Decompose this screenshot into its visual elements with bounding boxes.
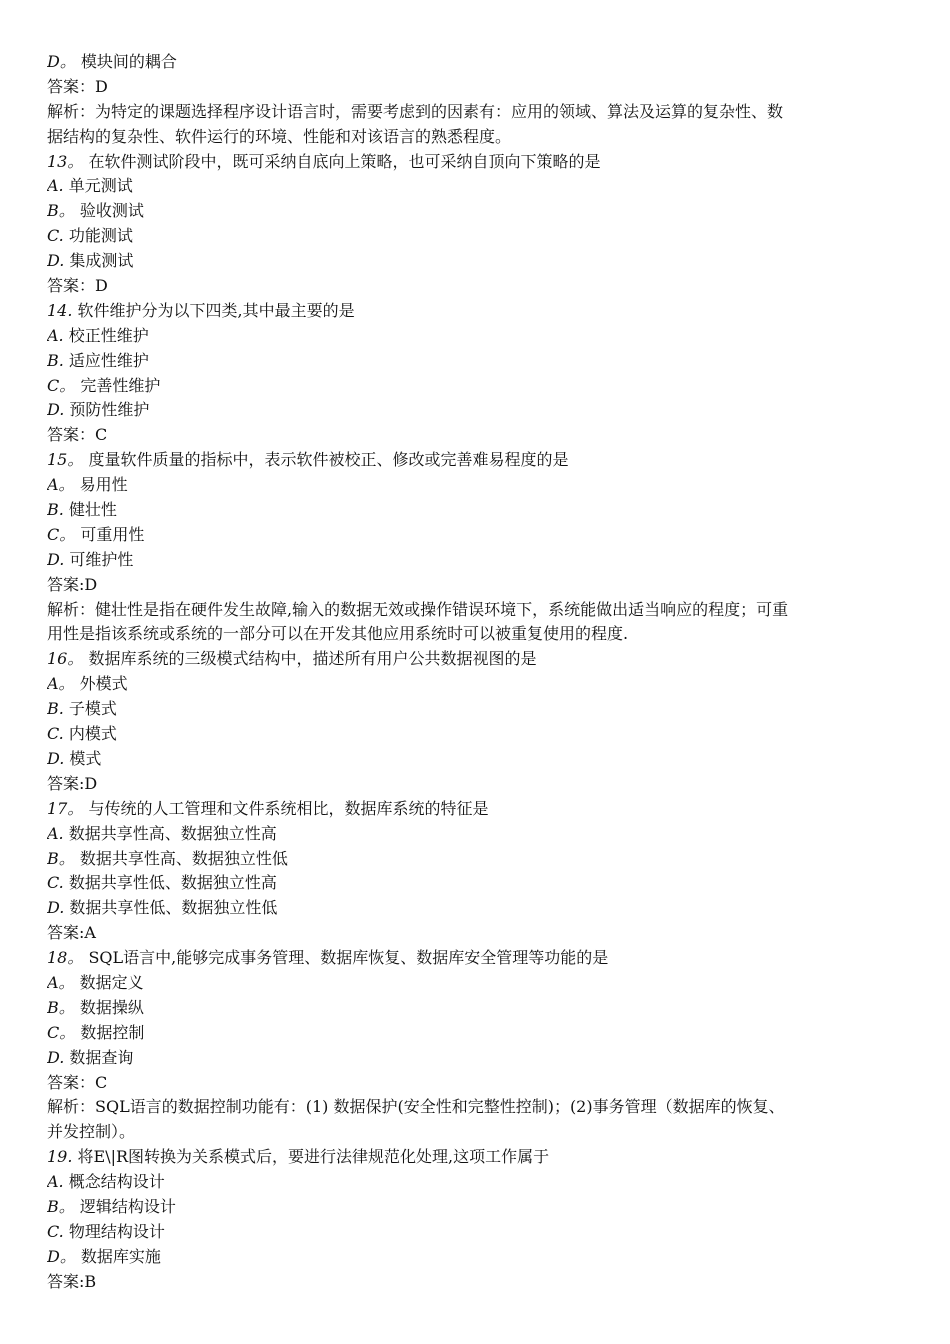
text-line xyxy=(47,847,907,872)
text-line xyxy=(47,1245,907,1270)
line-text: SQL语言中,能够完成事务管理、数据库恢复、数据库安全管理等功能的是 xyxy=(83,948,609,968)
line-text: 答案：D xyxy=(47,276,108,296)
item-label: A。 xyxy=(47,972,75,992)
text-line xyxy=(47,199,907,224)
text-line xyxy=(47,1170,907,1195)
item-label: D. xyxy=(47,748,65,768)
text-line xyxy=(47,1145,907,1170)
text-line xyxy=(47,150,907,175)
line-text: 数据库系统的三级模式结构中，描述所有用户公共数据视图的是 xyxy=(83,649,537,669)
text-line xyxy=(47,573,907,598)
text-line xyxy=(47,374,907,399)
item-label: C. xyxy=(47,873,64,893)
text-line xyxy=(47,274,907,299)
line-text: 答案:A xyxy=(47,923,96,943)
item-label: D. xyxy=(47,1047,65,1067)
text-line xyxy=(47,622,907,647)
text-line xyxy=(47,747,907,772)
text-line xyxy=(47,224,907,249)
text-line xyxy=(47,1095,907,1120)
text-line xyxy=(47,448,907,473)
item-label: C. xyxy=(47,1221,64,1241)
text-line xyxy=(47,797,907,822)
line-text: 度量软件质量的指标中，表示软件被校正、修改或完善难易程度的是 xyxy=(83,450,569,470)
text-line xyxy=(47,398,907,423)
item-label: C. xyxy=(47,226,64,246)
line-text: 可维护性 xyxy=(64,549,134,569)
text-line xyxy=(47,324,907,349)
line-text: 完善性维护 xyxy=(75,375,161,395)
text-line xyxy=(47,896,907,921)
text-line xyxy=(47,647,907,672)
text-line xyxy=(47,921,907,946)
line-text: 数据共享性低、数据独立性低 xyxy=(64,898,278,918)
line-text: 模式 xyxy=(64,748,102,768)
line-text: 数据共享性高、数据独立性高 xyxy=(63,823,277,843)
line-text: 子模式 xyxy=(63,699,117,719)
item-label: D。 xyxy=(47,52,76,71)
item-label: C. xyxy=(47,724,64,744)
item-label: C。 xyxy=(47,1022,76,1042)
text-line xyxy=(47,672,907,697)
text-line xyxy=(47,598,907,623)
text-line xyxy=(47,50,907,75)
item-label: A。 xyxy=(47,674,75,694)
item-label: A. xyxy=(47,176,64,196)
text-line xyxy=(47,523,907,548)
text-line xyxy=(47,349,907,374)
item-label: D. xyxy=(47,898,65,918)
text-line xyxy=(47,822,907,847)
line-text: 答案:D xyxy=(47,773,98,793)
text-line xyxy=(47,174,907,199)
line-text: 数据共享性高、数据独立性低 xyxy=(74,848,288,868)
text-line xyxy=(47,423,907,448)
line-text: 答案:B xyxy=(47,1271,97,1291)
item-label: D. xyxy=(47,251,65,271)
text-line xyxy=(47,722,907,747)
text-line xyxy=(47,772,907,797)
item-label: B. xyxy=(47,699,64,719)
line-text: 并发控制）。 xyxy=(47,1122,136,1142)
line-text: 物理结构设计 xyxy=(63,1221,165,1241)
text-line xyxy=(47,125,907,150)
line-text: 内模式 xyxy=(63,724,117,744)
item-label: 19. xyxy=(47,1147,73,1167)
item-label: 13。 xyxy=(47,151,84,171)
line-text: 答案：C xyxy=(47,1072,108,1092)
line-text: 用性是指该系统或系统的一部分可以在开发其他应用系统时可以被重复使用的程度. xyxy=(47,624,629,644)
line-text: 外模式 xyxy=(74,674,128,694)
line-text: 数据定义 xyxy=(74,972,144,992)
item-label: A. xyxy=(47,823,64,843)
text-line xyxy=(47,971,907,996)
line-text: 可重用性 xyxy=(75,524,145,544)
item-label: 18。 xyxy=(47,948,84,968)
line-text: 软件维护分为以下四类,其中最主要的是 xyxy=(72,300,355,320)
line-text: 解析：健壮性是指在硬件发生故障,输入的数据无效或操作错误环境下，系统能做出适当响应的程度；可重 xyxy=(47,599,789,619)
item-label: 17。 xyxy=(47,798,84,818)
item-label: C。 xyxy=(47,524,76,544)
text-line xyxy=(47,1071,907,1096)
line-text: 解析：为特定的课题选择程序设计语言时，需要考虑到的因素有：应用的领域、算法及运算的复杂性、数 xyxy=(47,101,784,121)
text-line xyxy=(47,946,907,971)
line-text: 数据共享性低、数据独立性高 xyxy=(63,873,277,893)
line-text: 单元测试 xyxy=(63,176,133,196)
text-line xyxy=(47,249,907,274)
line-text: 逻辑结构设计 xyxy=(74,1196,176,1216)
item-label: 16。 xyxy=(47,649,84,669)
item-label: B。 xyxy=(47,201,75,221)
item-label: B。 xyxy=(47,997,75,1017)
document-body xyxy=(47,50,907,1295)
item-label: D. xyxy=(47,549,65,569)
item-label: A. xyxy=(47,325,64,345)
line-text: 据结构的复杂性、软件运行的环境、性能和对该语言的熟悉程度。 xyxy=(47,126,512,146)
line-text: 答案：C xyxy=(47,425,108,445)
line-text: 数据操纵 xyxy=(74,997,144,1017)
text-line xyxy=(47,1220,907,1245)
text-line xyxy=(47,1270,907,1295)
line-text: 数据查询 xyxy=(64,1047,134,1067)
item-label: D. xyxy=(47,400,65,420)
text-line xyxy=(47,473,907,498)
line-text: 在软件测试阶段中，既可采纳自底向上策略，也可采纳自顶向下策略的是 xyxy=(83,151,601,171)
line-text: 数据库实施 xyxy=(75,1246,161,1266)
item-label: B. xyxy=(47,350,64,370)
text-line xyxy=(47,996,907,1021)
line-text: 功能测试 xyxy=(63,226,133,246)
text-line xyxy=(47,871,907,896)
item-label: 14. xyxy=(47,300,73,320)
line-text: 答案：D xyxy=(47,76,108,96)
line-text: 适应性维护 xyxy=(63,350,149,370)
line-text: 易用性 xyxy=(74,475,128,495)
text-line xyxy=(47,1195,907,1220)
line-text: 解析：SQL语言的数据控制功能有：(1) 数据保护(安全性和完整性控制)；(2)事务管理（数据库的恢复、 xyxy=(47,1097,785,1117)
line-text: 集成测试 xyxy=(64,251,134,271)
item-label: C。 xyxy=(47,375,76,395)
text-line xyxy=(47,1120,907,1145)
text-line xyxy=(47,75,907,100)
line-text: 概念结构设计 xyxy=(63,1172,165,1192)
item-label: 15。 xyxy=(47,450,84,470)
text-line xyxy=(47,498,907,523)
text-line xyxy=(47,299,907,324)
line-text: 将E\|R图转换为关系模式后，要进行法律规范化处理,这项工作属于 xyxy=(72,1147,550,1167)
text-line xyxy=(47,1021,907,1046)
text-line xyxy=(47,100,907,125)
line-text: 验收测试 xyxy=(74,201,144,221)
item-label: B. xyxy=(47,500,64,520)
item-label: D。 xyxy=(47,1246,76,1266)
line-text: 健壮性 xyxy=(63,500,117,520)
line-text: 答案:D xyxy=(47,574,98,594)
item-label: A. xyxy=(47,1172,64,1192)
item-label: B。 xyxy=(47,848,75,868)
text-line xyxy=(47,548,907,573)
line-text: 模块间的耦合 xyxy=(75,52,177,71)
item-label: B。 xyxy=(47,1196,75,1216)
line-text: 预防性维护 xyxy=(64,400,150,420)
text-line xyxy=(47,697,907,722)
line-text: 数据控制 xyxy=(75,1022,145,1042)
text-line xyxy=(47,1046,907,1071)
line-text: 校正性维护 xyxy=(63,325,149,345)
item-label: A。 xyxy=(47,475,75,495)
line-text: 与传统的人工管理和文件系统相比，数据库系统的特征是 xyxy=(83,798,489,818)
